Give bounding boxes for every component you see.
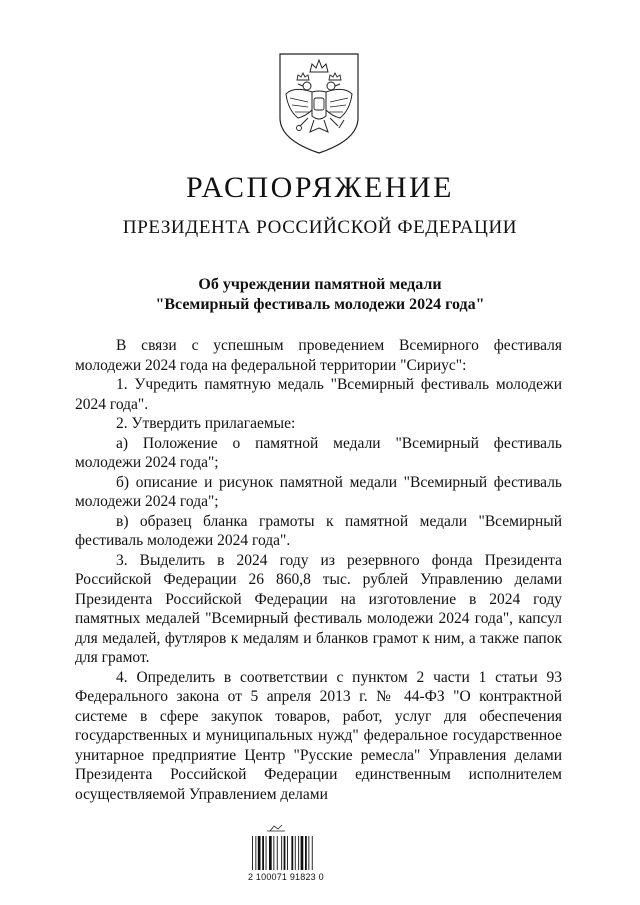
printer-mark-icon: [266, 824, 286, 832]
body-paragraph: 3. Выделить в 2024 году из резервного фонда Президента Российской Федерации 26 860,8 тыс. рублей Управлению делами Президента Российской Федерации на изготовление в 2024 году памятных медалей "Всемирный фестиваль молодежи 2024 года", капсул для медалей, футляров к медалям и бланков грамот к ним, а также папок для грамот.: [75, 551, 562, 666]
barcode-number: 2 100071 91823 0: [248, 872, 324, 882]
body-paragraph: б) описание и рисунок памятной медали "Всемирный фестиваль молодежи 2024 года";: [75, 473, 562, 510]
body-paragraph: 1. Учредить памятную медаль "Всемирный фестиваль молодежи 2024 года".: [75, 376, 562, 413]
document-title: РАСПОРЯЖЕНИЕ: [185, 171, 455, 204]
double-headed-eagle-emblem-icon: [274, 50, 364, 154]
document-barcode: [248, 824, 332, 884]
heading-line: "Всемирный фестиваль молодежи 2024 года": [155, 296, 485, 313]
body-paragraph: 4. Определить в соответствии с пунктом 2 части 1 статьи 93 Федерального закона от 5 апреля 2013 г. № 44-ФЗ "О контрактной системе в сфере закупок товаров, работ, услуг для обеспечения государственных и муниципальных нужд" федеральное государственное унитарное предприятие Центр "Русские ремесла" Управления делами Президента Российской Федерации единственным исполнителем осуществляемой Управлением делами: [75, 668, 562, 803]
heading-line: Об учреждении памятной медали: [198, 276, 442, 293]
document-subtitle: ПРЕЗИДЕНТА РОССИЙСКОЙ ФЕДЕРАЦИИ: [122, 217, 518, 238]
body-paragraph: 2. Утвердить прилагаемые:: [116, 415, 296, 432]
body-paragraph: а) Положение о памятной медали "Всемирный фестиваль молодежи 2024 года";: [75, 434, 562, 471]
barcode-icon: [252, 836, 326, 870]
body-paragraph: в) образец бланка грамоты к памятной медали "Всемирный фестиваль молодежи 2024 года".: [75, 512, 562, 549]
document-body: [75, 336, 562, 804]
document-heading: [0, 275, 640, 315]
body-paragraph: В связи с успешным проведением Всемирного фестиваля молодежи 2024 года на федеральной территории "Сириус":: [75, 337, 562, 374]
